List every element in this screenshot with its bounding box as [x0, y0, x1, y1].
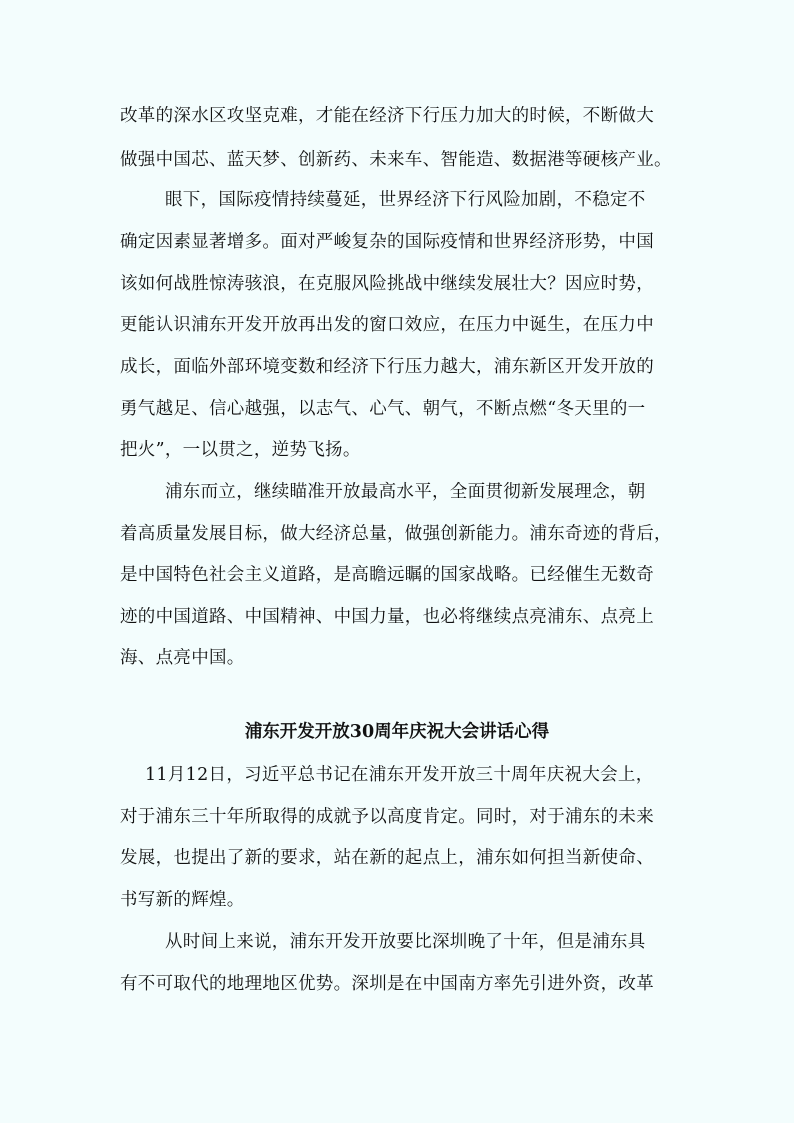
paragraph-line: 迹的中国道路、中国精神、中国力量，也必将继续点亮浦东、点亮上 — [120, 607, 654, 627]
paragraph-line: 发展，也提出了新的要求，站在新的起点上，浦东如何担当新使命、 — [120, 848, 654, 868]
paragraph-line: 着高质量发展目标，做大经济总量，做强创新能力。浦东奇迹的背后， — [120, 524, 672, 544]
paragraph-line: 确定因素显著增多。面对严峻复杂的国际疫情和世界经济形势，中国 — [120, 232, 654, 252]
paragraph-line: 成长，面临外部环境变数和经济下行压力越大，浦东新区开发开放的 — [120, 357, 654, 377]
paragraph-line: 浦东而立，继续瞄准开放最高水平，全面贯彻新发展理念，朝 — [165, 482, 646, 502]
paragraph-line: 对于浦东三十年所取得的成就予以高度肯定。同时，对于浦东的未来 — [120, 807, 654, 827]
section-heading: 浦东开发开放30周年庆祝大会讲话心得 — [244, 722, 550, 742]
paragraph-line: 书写新的辉煌。 — [120, 890, 245, 910]
paragraph-line: 改革的深水区攻坚克难，才能在经济下行压力加大的时候，不断做大 — [120, 106, 654, 126]
paragraph-line: 更能认识浦东开发开放再出发的窗口效应，在压力中诞生，在压力中 — [120, 315, 654, 335]
paragraph-line: 有不可取代的地理地区优势。深圳是在中国南方率先引进外资，改革 — [120, 974, 654, 994]
paragraph-line: 把火”，一以贯之，逆势飞扬。 — [120, 440, 361, 460]
paragraph-line: 11月12日，习近平总书记在浦东开发开放三十周年庆祝大会上， — [145, 765, 654, 785]
paragraph-line: 从时间上来说，浦东开发开放要比深圳晚了十年，但是浦东具 — [165, 932, 646, 952]
paragraph-line: 海、点亮中国。 — [120, 648, 245, 668]
paragraph-line: 勇气越足、信心越强，以志气、心气、朝气，不断点燃“冬天里的一 — [120, 399, 646, 419]
paragraph-line: 是中国特色社会主义道路，是高瞻远瞩的国家战略。已经催生无数奇 — [120, 565, 654, 585]
paragraph-line: 该如何战胜惊涛骇浪，在克服风险挑战中继续发展壮大？因应时势， — [120, 274, 654, 294]
paragraph-line: 眼下，国际疫情持续蔓延，世界经济下行风险加剧，不稳定不 — [165, 190, 646, 210]
paragraph-line: 做强中国芯、蓝天梦、创新药、未来车、智能造、数据港等硬核产业。 — [120, 150, 672, 170]
